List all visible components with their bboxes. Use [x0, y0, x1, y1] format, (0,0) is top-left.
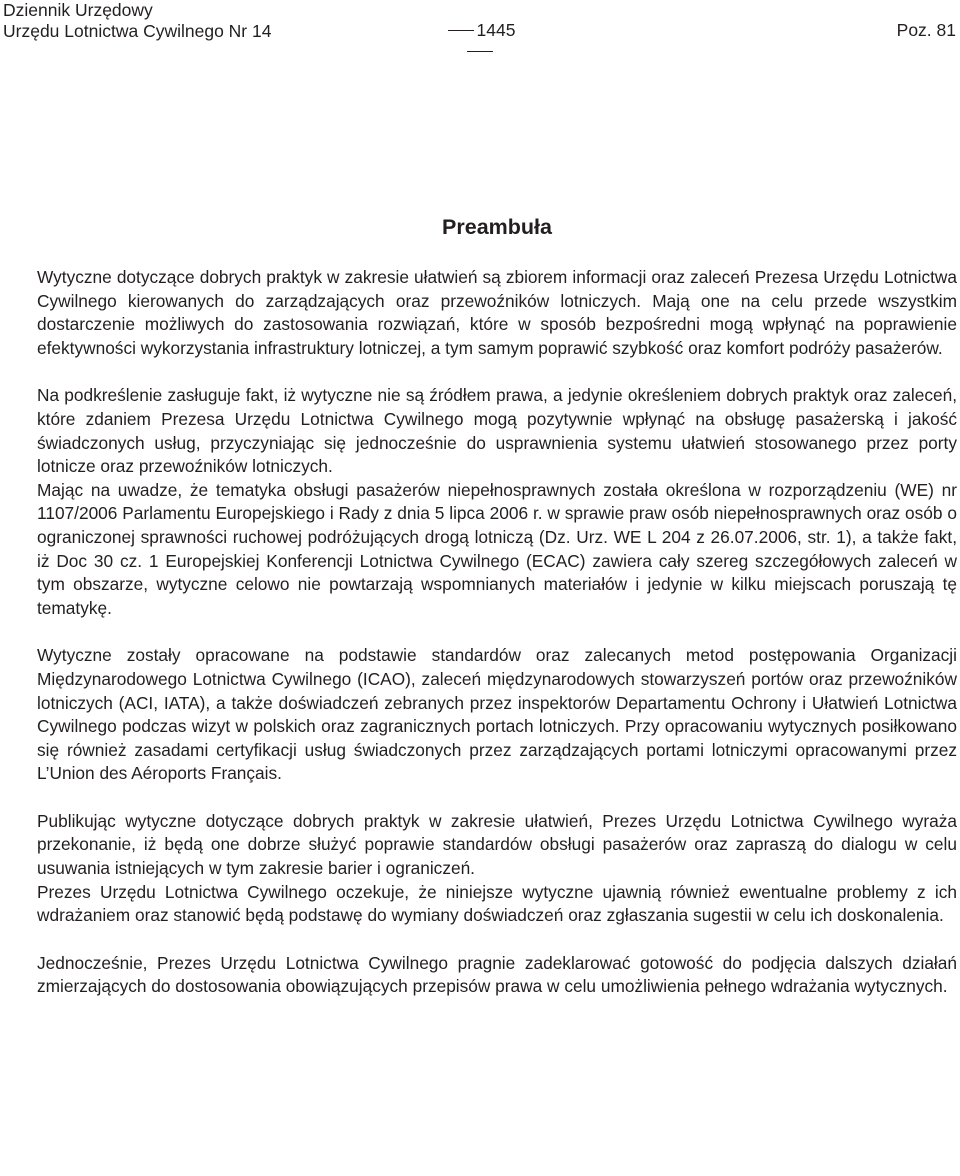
journal-name-line1: Dziennik Urzędowy [3, 0, 153, 20]
document-title: Preambuła [442, 215, 552, 239]
page-number-value: 1445 [476, 20, 516, 40]
page-header [0, 0, 960, 44]
paragraph-2: Na podkreślenie zasługuje fakt, iż wytyczne nie są źródłem prawa, a jedynie określeniem dobrych praktyk oraz zaleceń, które zdaniem Prezesa Urzędu Lotnictwa Cywilnego mogą pozytywnie wpłynąć na obsługę pasażerską i jakość świadczonych usług, przyczyniając się jednocześnie do usprawnienia systemu ułatwień stosowanego przez porty lotnicze oraz przewoźników lotniczych. [37, 385, 957, 477]
paragraph-6: Prezes Urzędu Lotnictwa Cywilnego oczekuje, że niniejsze wytyczne ujawnią również ewentualne problemy z ich wdrażaniem oraz stanowić będą podstawę do wymiany doświadczeń oraz zgłaszania sugestii w celu ich doskonalenia. [37, 881, 957, 926]
page-number-dash-left [448, 30, 474, 31]
paragraph-1: Wytyczne dotyczące dobrych praktyk w zakresie ułatwień są zbiorem informacji oraz zaleceń Prezesa Urzędu Lotnictwa Cywilnego kierowanych do zarządzających oraz przewoźników lotniczych. Mają one na celu przede wszystkim dostarczenie możliwych do zastosowania rozwiązań, które w sposób bezpośredni mogą wpłynąć na poprawienie efektywności wykorzystania infrastruktury lotniczej, a tym samym poprawić szybkość oraz komfort podróży pasażerów. [37, 267, 957, 358]
page-number-dash-right [467, 51, 493, 52]
paragraph-3: Mając na uwadze, że tematyka obsługi pasażerów niepełnosprawnych została określona w rozporządzeniu (WE) nr 1107/2006 Parlamentu Europejskiego i Rady z dnia 5 lipca 2006 r. w sprawie praw osób niepełnosprawnych oraz osób o ograniczonej sprawności ruchowej podróżujących drogą lotniczą (Dz. Urz. WE L 204 z 26.07.2006, str. 1), a także fakt, iż Doc 30 cz. 1 Europejskiej Konferencji Lotnictwa Cywilnego (ECAC) zawiera cały szereg szczegółowych zaleceń w tym obszarze, wytyczne celowo nie powtarzają wspomnianych materiałów i jedynie w kilku miejscach poruszają tę tematykę. [37, 479, 957, 618]
paragraph-7: Jednocześnie, Prezes Urzędu Lotnictwa Cywilnego pragnie zadeklarować gotowość do podjęcia dalszych działań zmierzających do dostosowania obowiązujących przepisów prawa w celu umożliwienia pełnego wdrażania wytycznych. [37, 952, 957, 997]
page-number [432, 20, 528, 62]
position-number: Poz. 81 [896, 20, 956, 40]
document-body [37, 266, 957, 999]
journal-name [3, 0, 271, 42]
paragraph-4: Wytyczne zostały opracowane na podstawie standardów oraz zalecanych metod postępowania Organizacji Międzynarodowego Lotnictwa Cywilnego (ICAO), zaleceń międzynarodowych stowarzyszeń portów oraz przewoźników lotniczych (ACI, IATA), a także doświadczeń zebranych przez inspektorów Departamentu Ochrony i Ułatwień Lotnictwa Cywilnego podczas wizyt w polskich oraz zagranicznych portach lotniczych. Przy opracowaniu wytycznych posiłkowano się również zasadami certyfikacji usług świadczonych przez zarządzających portami lotniczymi opracowanymi przez L’Union des Aéroports Français. [37, 645, 957, 784]
paragraph-5: Publikując wytyczne dotyczące dobrych praktyk w zakresie ułatwień, Prezes Urzędu Lotnictwa Cywilnego wyraża przekonanie, iż będą one dobrze służyć poprawie standardów obsługi pasażerów oraz zapraszą do dialogu w celu usuwania istniejących w tym zakresie barier i ograniczeń. [37, 810, 957, 879]
journal-name-line2: Urzędu Lotnictwa Cywilnego Nr 14 [3, 21, 272, 41]
